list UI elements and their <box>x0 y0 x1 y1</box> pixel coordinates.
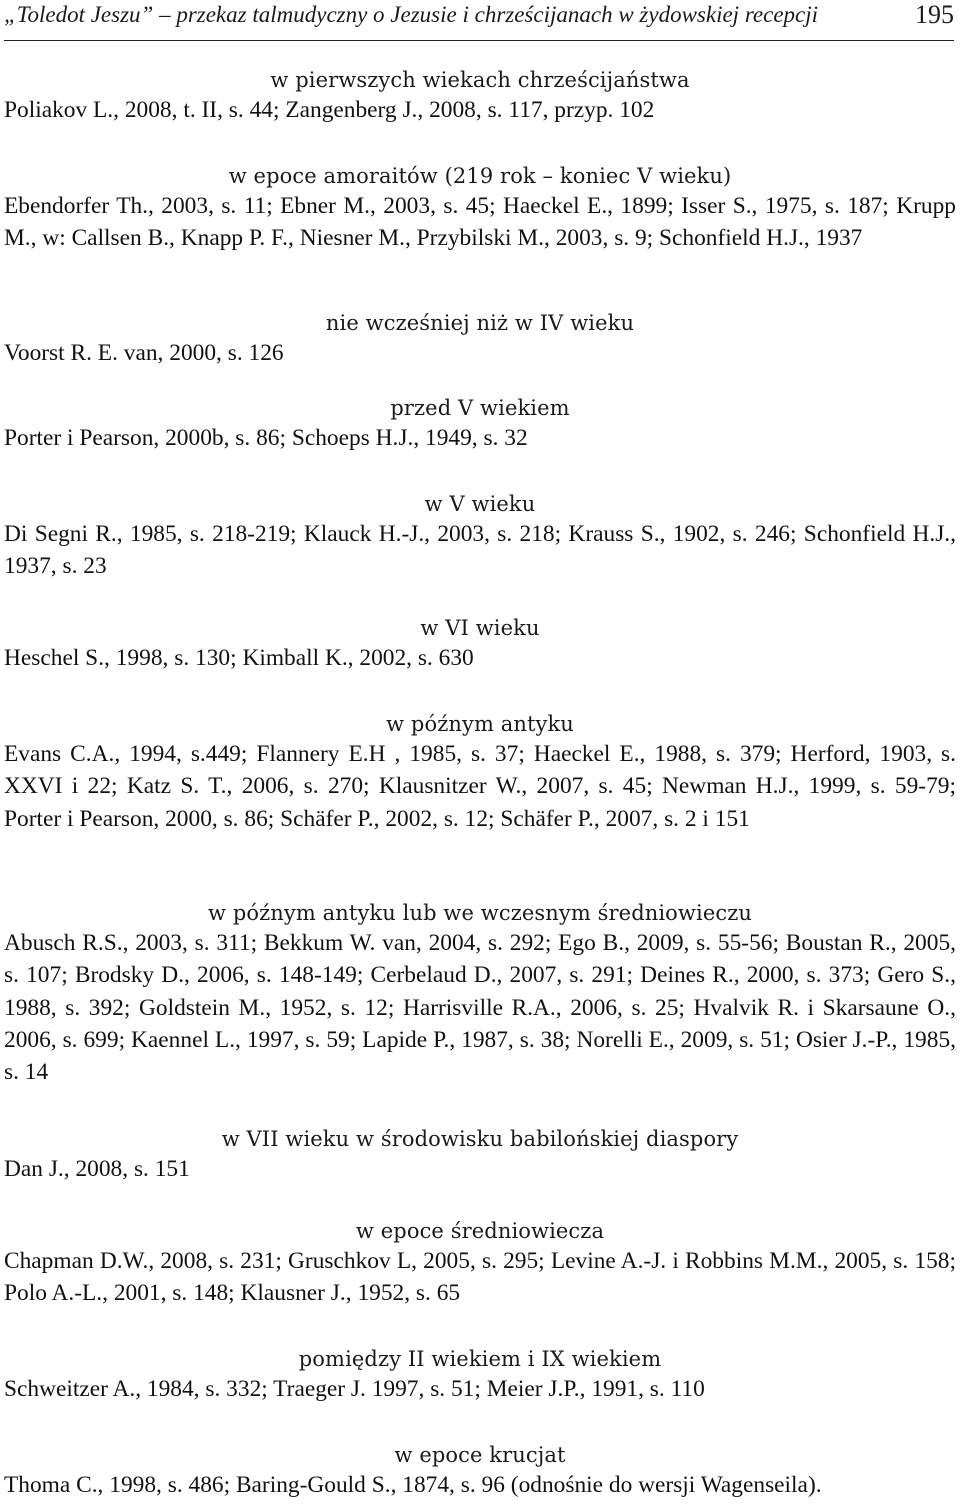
section-7th-century-babylonian-diaspora <box>4 1125 956 1185</box>
section-references: Porter i Pearson, 2000b, s. 86; Schoeps H.J., 1949, s. 32 <box>4 425 528 451</box>
section-late-antiquity-or-early-middle-ages <box>4 899 956 1088</box>
section-references: Ebendorfer Th., 2003, s. 11; Ebner M., 2003, s. 45; Haeckel E., 1899; Isser S., 1975, s. 187; Krupp M., w: Callsen B., Knapp P. F., Niesner M., Przybilski M., 2003, s. 9; Schonfield H.J., 1937 <box>4 193 956 252</box>
section-heading: w VII wieku w środowisku babilońskiej diaspory <box>221 1127 739 1151</box>
section-heading: w V wieku <box>424 492 536 516</box>
section-early-christianity <box>4 66 956 126</box>
section-references: Chapman D.W., 2008, s. 231; Gruschkov L, 2005, s. 295; Levine A.-J. i Robbins M.M., 2005, s. 158; Polo A.-L., 2001, s. 148; Klausner J., 1952, s. 65 <box>4 1248 956 1307</box>
page-number: 195 <box>915 0 954 29</box>
section-heading: w późnym antyku lub we wczesnym średniowieczu <box>207 901 752 925</box>
section-before-5th-century <box>4 394 956 454</box>
running-title: „Toledot Jeszu” – przekaz talmudyczny o Jezusie i chrześcijanach w żydowskiej recepcji <box>4 2 819 27</box>
section-references: Thoma C., 1998, s. 486; Baring-Gould S., 1874, s. 96 (odnośnie do wersji Wagenseila). <box>4 1472 822 1498</box>
section-references: Evans C.A., 1994, s.449; Flannery E.H , 1985, s. 37; Haeckel E., 1988, s. 379; Herford, 1903, s. XXVI i 22; Katz S. T., 2006, s. 270; Klausnitzer W., 2007, s. 45; Newman H.J., 1999, s. 59-79; Porter i Pearson, 2000, s. 86; Schäfer P., 2002, s. 12; Schäfer P., 2007, s. 2 i 151 <box>4 741 956 832</box>
section-late-antiquity <box>4 710 956 835</box>
section-references: Poliakov L., 2008, t. II, s. 44; Zangenberg J., 2008, s. 117, przyp. 102 <box>4 97 655 123</box>
section-heading: przed V wiekiem <box>390 396 570 420</box>
section-heading: w epoce średniowiecza <box>355 1219 605 1243</box>
section-not-before-4th-century <box>4 309 956 369</box>
running-header <box>4 0 954 41</box>
section-heading: w epoce amoraitów (219 rok – koniec V wieku) <box>228 164 732 188</box>
section-heading: w późnym antyku <box>386 712 574 736</box>
section-heading: pomiędzy II wiekiem i IX wiekiem <box>298 1347 662 1371</box>
section-references: Schweitzer A., 1984, s. 332; Traeger J. 1997, s. 51; Meier J.P., 1991, s. 110 <box>4 1376 705 1402</box>
section-amoraim <box>4 162 956 255</box>
section-6th-century <box>4 614 956 674</box>
section-references: Abusch R.S., 2003, s. 311; Bekkum W. van, 2004, s. 292; Ego B., 2009, s. 55-56; Boustan R., 2005, s. 107; Brodsky D., 2006, s. 148-149; Cerbelaud D., 2007, s. 291; Deines R., 2000, s. 373; Gero S., 1988, s. 392; Goldstein M., 1952, s. 12; Harrisville R.A., 2006, s. 25; Hvalvik R. i Skarsaune O., 2006, s. 699; Kaennel L., 1997, s. 59; Lapide P., 1987, s. 38; Norelli E., 2009, s. 51; Osier J.-P., 1985, s. 14 <box>4 930 956 1086</box>
section-references: Voorst R. E. van, 2000, s. 126 <box>4 340 284 366</box>
section-references: Di Segni R., 1985, s. 218-219; Klauck H.-J., 2003, s. 218; Krauss S., 1902, s. 246; Schonfield H.J., 1937, s. 23 <box>4 521 956 580</box>
section-references: Heschel S., 1998, s. 130; Kimball K., 2002, s. 630 <box>4 645 474 671</box>
section-middle-ages <box>4 1217 956 1310</box>
section-2nd-to-9th-century <box>4 1345 956 1405</box>
section-5th-century <box>4 490 956 583</box>
section-heading: nie wcześniej niż w IV wieku <box>325 311 635 335</box>
section-heading: w pierwszych wiekach chrześcijaństwa <box>270 68 690 92</box>
section-heading: w epoce krucjat <box>394 1443 566 1467</box>
section-crusades <box>4 1441 956 1501</box>
section-heading: w VI wieku <box>420 616 540 640</box>
section-references: Dan J., 2008, s. 151 <box>4 1156 190 1182</box>
